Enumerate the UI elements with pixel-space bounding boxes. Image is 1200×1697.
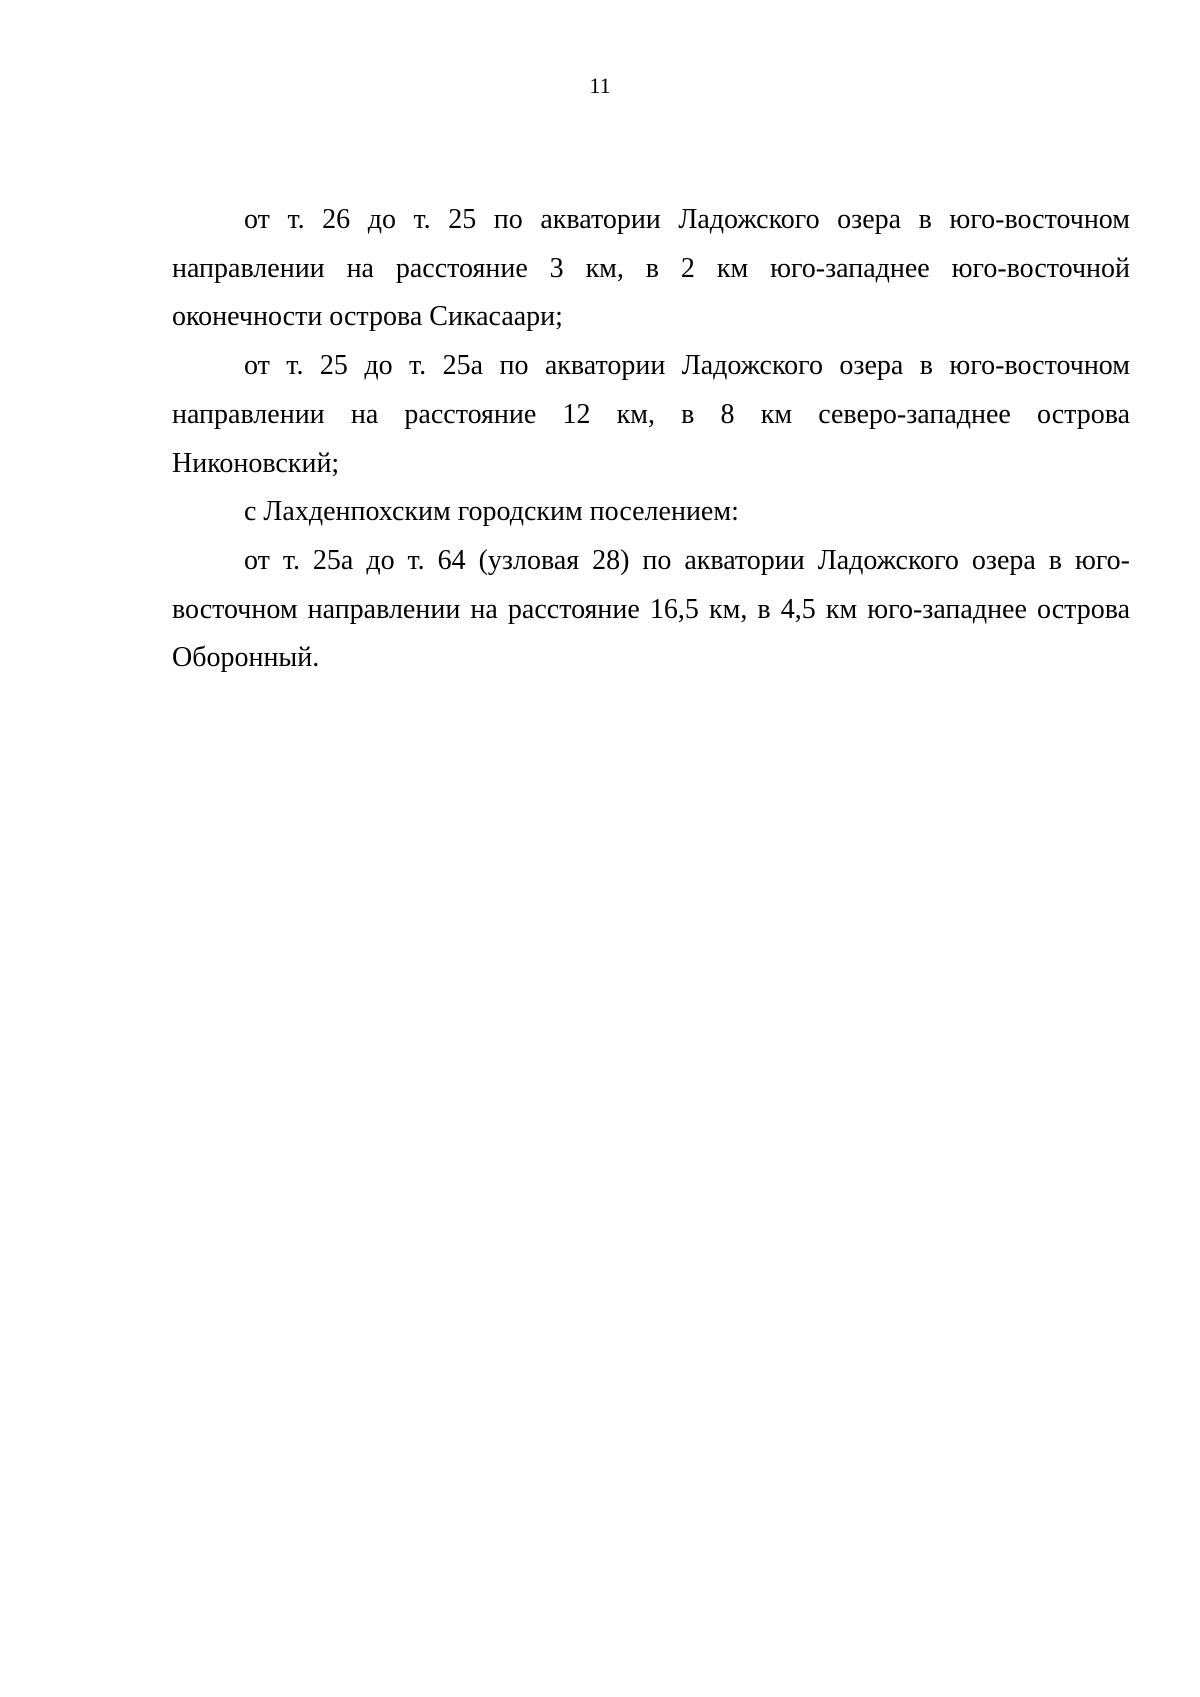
paragraph-boundary-heading: с Лахденпохским городским поселением: (244, 496, 739, 528)
page-number: 11 (589, 73, 611, 98)
paragraph-segment-26-25: от т. 26 до т. 25 по акватории Ладожского озера в юго-восточном направлении на расстояние 3 км, в 2 км юго-западнее юго-восточной оконечности острова Сикасаари; (172, 204, 1130, 333)
paragraph-segment-25a-64: от т. 25а до т. 64 (узловая 28) по акватории Ладожского озера в юго-восточном направлении на расстояние 16,5 км, в 4,5 км юго-западнее острова Оборонный. (172, 544, 1130, 674)
paragraph-segment-25-25a: от т. 25 до т. 25а по акватории Ладожского озера в юго-восточном направлении на расстояние 12 км, в 8 км северо-западнее острова Никоновский; (172, 350, 1130, 479)
document-body (172, 196, 1130, 683)
